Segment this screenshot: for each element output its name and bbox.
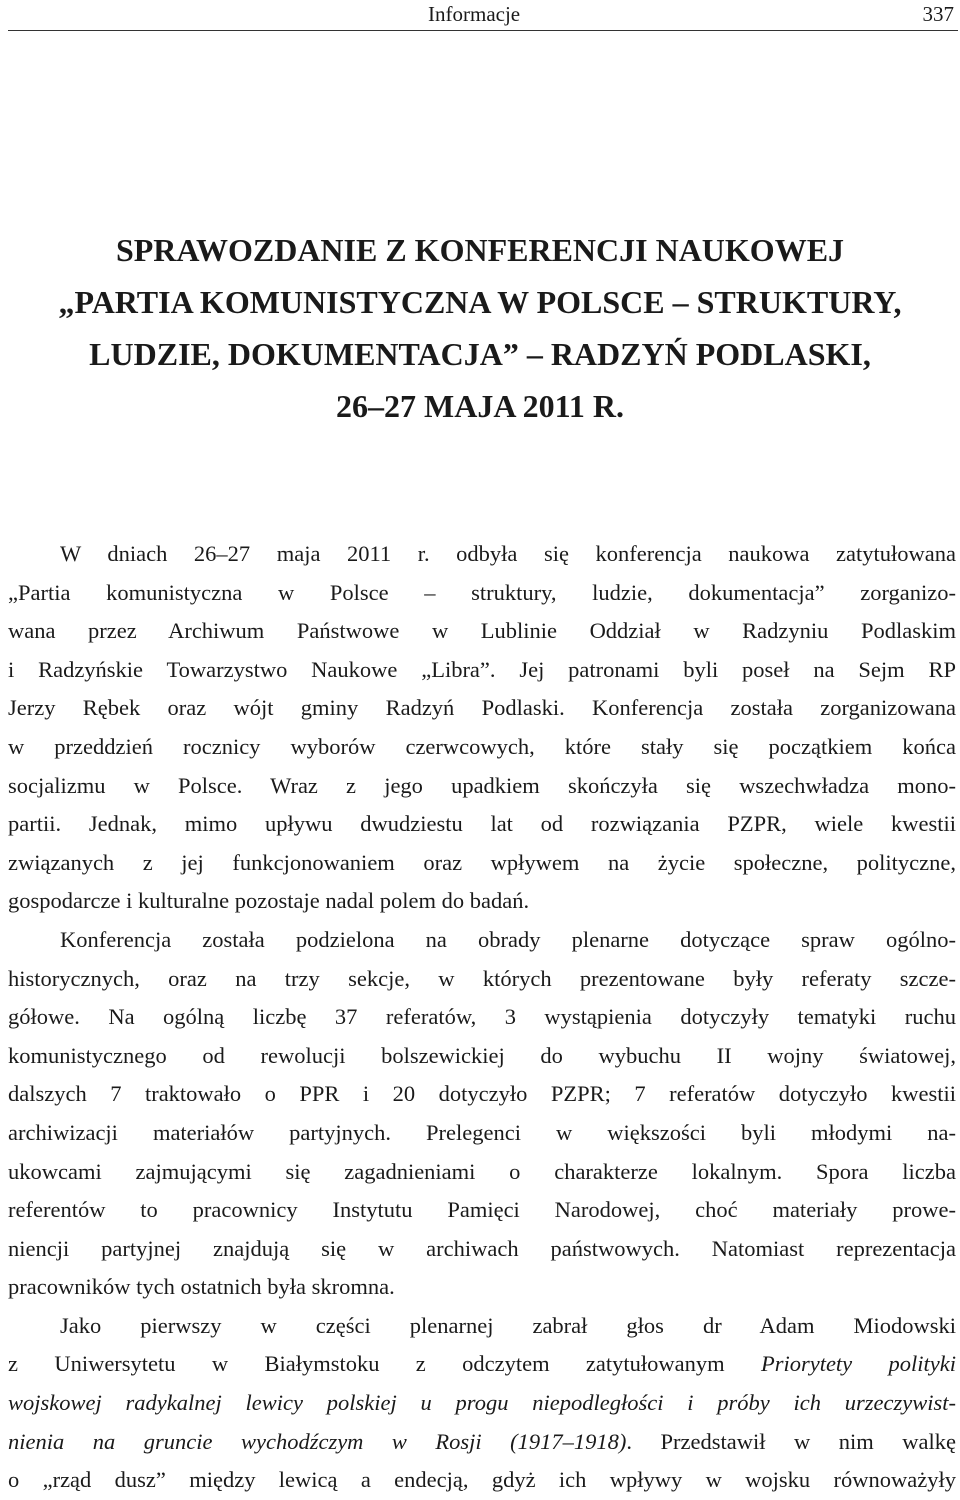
text-run: . Przedstawił w nim walkę xyxy=(626,1428,956,1454)
running-header xyxy=(8,0,958,31)
text-line: archiwizacji materiałów partyjnych. Prelegenci w większości byli młodymi na- xyxy=(8,1119,956,1145)
text-line: o „rząd dusz” między lewicą a endecją, gdyż ich wpływy w wojsku równoważyły xyxy=(8,1467,956,1493)
text-line: gółowe. Na ogólną liczbę 37 referatów, 3 wystąpienia dotyczyły tematyki ruchu xyxy=(8,1004,956,1030)
cited-title-italic: wojskowej radykalnej lewicy polskiej u progu niepodległości i próby ich urzeczywist- xyxy=(8,1390,956,1416)
text-line: związanych z jej funkcjonowaniem oraz wpływem na życie społeczne, polityczne, xyxy=(8,849,956,875)
text-line: Jerzy Rębek oraz wójt gminy Radzyń Podlaski. Konferencja została zorganizowana xyxy=(8,695,956,721)
text-line: i Radzyńskie Towarzystwo Naukowe „Libra”. Jej patronami byli poseł na Sejm RP xyxy=(8,656,956,682)
text-line: historycznych, oraz na trzy sekcje, w których prezentowane były referaty szcze- xyxy=(8,965,956,991)
cited-title-italic: nienia na gruncie wychodźczym w Rosji (1917–1918) xyxy=(8,1428,627,1454)
title-line: „PARTIA KOMUNISTYCZNA W POLSCE – STRUKTURY, xyxy=(58,284,902,320)
text-line: niencji partyjnej znajdują się w archiwach państwowych. Natomiast reprezentacja xyxy=(8,1235,956,1261)
paragraph-1 xyxy=(8,535,956,921)
text-line: partii. Jednak, mimo upływu dwudziestu lat od rozwiązania PZPR, wiele kwestii xyxy=(8,811,956,837)
text-line: socjalizmu w Polsce. Wraz z jego upadkiem skończyła się wszechwładza mono- xyxy=(8,772,956,798)
page-number: 337 xyxy=(922,2,954,26)
text-line: pracowników tych ostatnich była skromna. xyxy=(8,1274,395,1300)
paragraph-3 xyxy=(8,1307,956,1500)
text-line: dalszych 7 traktowało o PPR i 20 dotyczyło PZPR; 7 referatów dotyczyło kwestii xyxy=(8,1081,956,1107)
paragraph-2 xyxy=(8,921,956,1307)
text-line: Jako pierwszy w części plenarnej zabrał głos dr Adam Miodowski xyxy=(60,1312,956,1338)
title-line: SPRAWOZDANIE Z KONFERENCJI NAUKOWEJ xyxy=(115,232,845,268)
text-line: Konferencja została podzielona na obrady plenarne dotyczące spraw ogólno- xyxy=(60,926,956,952)
text-line xyxy=(8,1423,956,1462)
text-line: ukowcami zajmującymi się zagadnieniami o charakterze lokalnym. Spora liczba xyxy=(8,1158,956,1184)
text-line: gospodarcze i kulturalne pozostaje nadal polem do badań. xyxy=(8,888,530,914)
text-line: komunistycznego od rewolucji bolszewickiej do wybuchu II wojny światowej, xyxy=(8,1042,956,1068)
header-section-title: Informacje xyxy=(428,2,521,26)
text-run: z Uniwersytetu w Białymstoku z odczytem zatytułowanym xyxy=(8,1351,761,1377)
text-line: w przeddzień rocznicy wyborów czerwcowych, które stały się początkiem końca xyxy=(8,733,956,759)
article-title xyxy=(0,224,960,432)
text-line: „Partia komunistyczna w Polsce – struktury, ludzie, dokumentacja” zorganizo- xyxy=(8,579,956,605)
article-body xyxy=(8,535,956,1500)
cited-title-italic: Priorytety polityki xyxy=(760,1351,956,1377)
text-line: W dniach 26–27 maja 2011 r. odbyła się konferencja naukowa zatytułowana xyxy=(60,541,956,566)
text-line: referentów to pracownicy Instytutu Pamięci Narodowej, choć materiały prowe- xyxy=(8,1197,956,1223)
text-line xyxy=(8,1345,956,1384)
text-line xyxy=(8,1384,956,1423)
text-line: wana przez Archiwum Państwowe w Lublinie Oddział w Radzyniu Podlaskim xyxy=(8,618,956,644)
title-line: LUDZIE, DOKUMENTACJA” – RADZYŃ PODLASKI, xyxy=(89,336,871,372)
title-line: 26–27 MAJA 2011 R. xyxy=(336,388,624,424)
